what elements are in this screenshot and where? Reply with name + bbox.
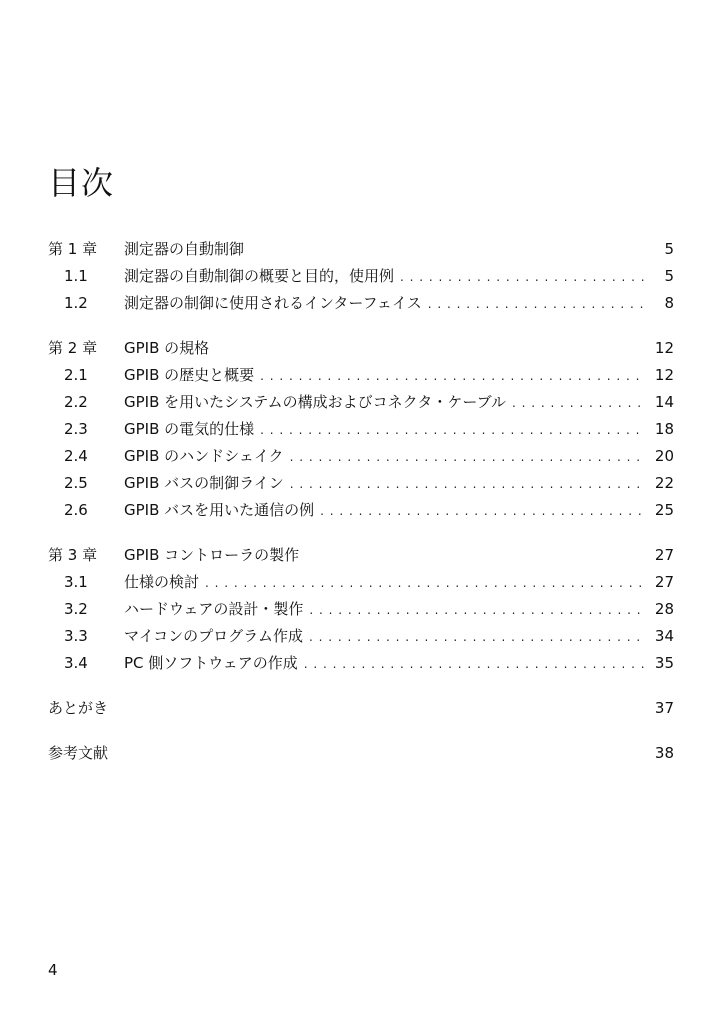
chapter-title: 測定器の自動制御 (124, 240, 245, 258)
dot-leader (428, 297, 644, 311)
section-title: GPIB バスの制御ライン (124, 474, 284, 492)
section-title: PC 側ソフトウェアの作成 (124, 654, 298, 672)
section-title: 測定器の制御に使用されるインターフェイス (124, 294, 422, 312)
extra-title: 参考文献 (48, 744, 109, 762)
toc-chapter-2[interactable] (48, 337, 674, 364)
section-title: GPIB バスを用いた通信の例 (124, 501, 315, 519)
section-number: 3.1 (64, 573, 88, 591)
toc-references[interactable] (48, 742, 674, 769)
table-of-contents (48, 238, 674, 769)
chapter-page: 27 (654, 546, 674, 564)
toc-section-2-3[interactable] (48, 418, 674, 445)
section-page: 8 (664, 294, 674, 312)
section-page: 20 (654, 447, 674, 465)
section-number: 3.4 (64, 654, 88, 672)
section-page: 27 (654, 573, 674, 591)
section-number: 3.2 (64, 600, 88, 618)
extra-page: 38 (654, 744, 674, 762)
section-title: GPIB を用いたシステムの構成およびコネクタ・ケーブル (124, 393, 507, 411)
section-page: 22 (654, 474, 674, 492)
toc-section-2-2[interactable] (48, 391, 674, 418)
section-title: 仕様の検討 (124, 573, 200, 591)
toc-section-3-3[interactable] (48, 625, 674, 652)
section-number: 2.6 (64, 501, 88, 519)
section-title: 測定器の自動制御の概要と目的，使用例 (124, 267, 395, 285)
dot-leader (304, 657, 644, 671)
chapter-gap (48, 679, 674, 697)
section-title: GPIB の電気的仕様 (124, 420, 255, 438)
page-title: 目次 (48, 164, 115, 202)
section-title: ハードウェアの設計・製作 (124, 600, 304, 618)
dot-leader (260, 423, 644, 437)
dot-leader (400, 270, 644, 284)
chapter-title: GPIB コントローラの製作 (124, 546, 300, 564)
toc-section-2-6[interactable] (48, 499, 674, 526)
section-page: 28 (654, 600, 674, 618)
dot-leader (320, 504, 644, 518)
section-page: 14 (654, 393, 674, 411)
chapter-gap (48, 724, 674, 742)
section-number: 2.5 (64, 474, 88, 492)
section-number: 2.3 (64, 420, 88, 438)
toc-section-1-2[interactable] (48, 292, 674, 319)
chapter-title: GPIB の規格 (124, 339, 210, 357)
section-title: マイコンのプログラム作成 (124, 627, 303, 645)
section-page: 25 (654, 501, 674, 519)
toc-section-2-5[interactable] (48, 472, 674, 499)
toc-afterword[interactable] (48, 697, 674, 724)
chapter-number: 第 1 章 (48, 240, 98, 258)
chapter-number: 第 3 章 (48, 546, 98, 564)
section-number: 2.4 (64, 447, 88, 465)
dot-leader (260, 369, 644, 383)
section-page: 34 (654, 627, 674, 645)
section-page: 5 (664, 267, 674, 285)
section-page: 18 (654, 420, 674, 438)
toc-section-2-1[interactable] (48, 364, 674, 391)
section-number: 1.2 (64, 294, 88, 312)
footer-page-number: 4 (48, 961, 58, 979)
dot-leader (290, 450, 644, 464)
toc-section-1-1[interactable] (48, 265, 674, 292)
dot-leader (309, 603, 644, 617)
section-number: 2.1 (64, 366, 88, 384)
section-number: 3.3 (64, 627, 88, 645)
dot-leader (290, 477, 644, 491)
extra-page: 37 (654, 699, 674, 717)
dot-leader (205, 576, 644, 590)
section-number: 2.2 (64, 393, 88, 411)
toc-section-2-4[interactable] (48, 445, 674, 472)
chapter-number: 第 2 章 (48, 339, 98, 357)
section-title: GPIB の歴史と概要 (124, 366, 255, 384)
chapter-page: 5 (664, 240, 674, 258)
section-page: 35 (654, 654, 674, 672)
section-page: 12 (654, 366, 674, 384)
chapter-page: 12 (654, 339, 674, 357)
chapter-gap (48, 319, 674, 337)
toc-chapter-3[interactable] (48, 544, 674, 571)
toc-section-3-4[interactable] (48, 652, 674, 679)
dot-leader (512, 396, 644, 410)
chapter-gap (48, 526, 674, 544)
toc-section-3-1[interactable] (48, 571, 674, 598)
toc-section-3-2[interactable] (48, 598, 674, 625)
dot-leader (309, 630, 644, 644)
extra-title: あとがき (48, 699, 109, 717)
section-title: GPIB のハンドシェイク (124, 447, 284, 465)
toc-chapter-1[interactable] (48, 238, 674, 265)
section-number: 1.1 (64, 267, 88, 285)
